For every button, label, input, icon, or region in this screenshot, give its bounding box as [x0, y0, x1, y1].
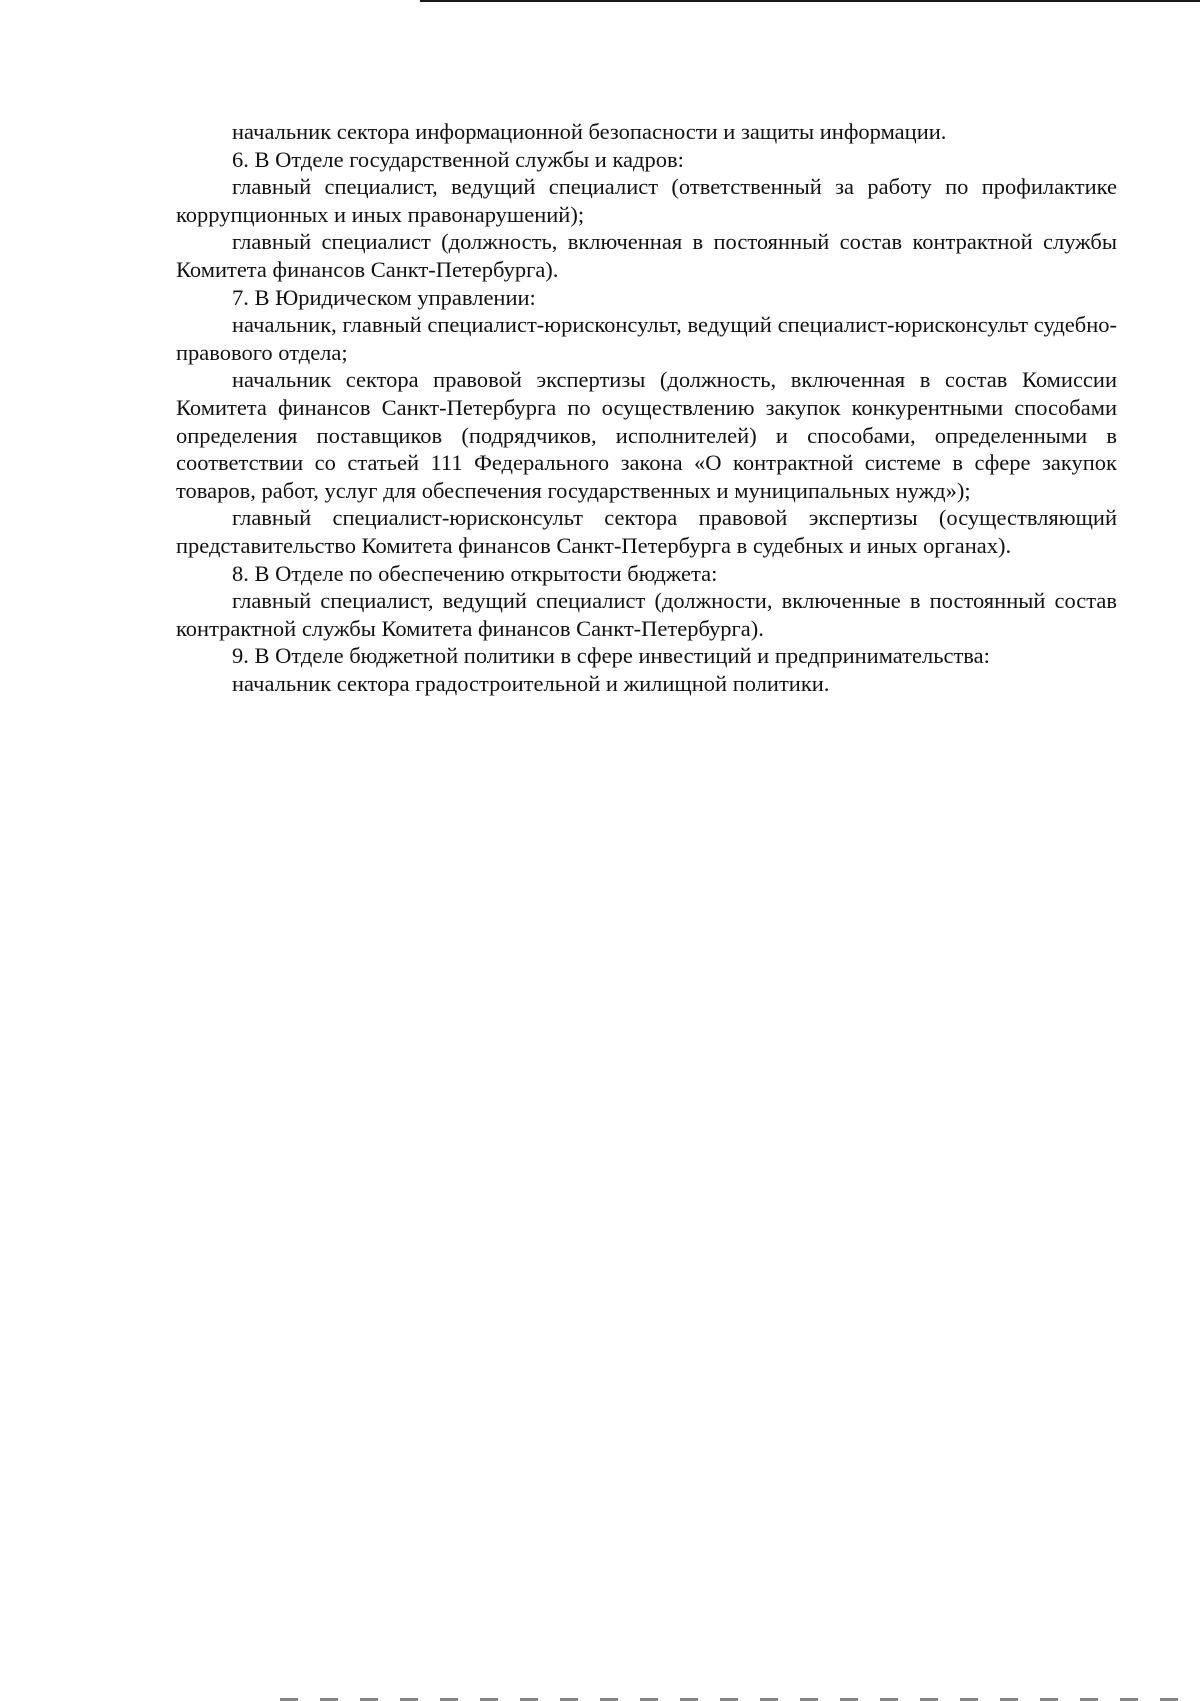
scan-edge-line — [420, 0, 1200, 2]
paragraph-section-7-legal-expertise-specialist: главный специалист-юрисконсульт сектора правовой экспертизы (осуществляющий представительство Комитета финансов Санкт-Петербурга в судебных и иных органах). — [176, 505, 1117, 558]
document-body — [176, 118, 1117, 697]
paragraph-section-6-specialists: главный специалист, ведущий специалист (ответственный за работу по профилактике коррупционных и иных правонарушений); — [176, 174, 1117, 227]
section-8-heading: 8. В Отделе по обеспечению открытости бюджета: — [232, 560, 718, 586]
paragraph-section-8-specialists: главный специалист, ведущий специалист (должности, включенные в постоянный состав контрактной службы Комитета финансов Санкт-Петербурга). — [176, 588, 1117, 641]
section-6-heading: 6. В Отделе государственной службы и кадров: — [232, 146, 684, 172]
paragraph-section-6-contract-service: главный специалист (должность, включенная в постоянный состав контрактной службы Комитета финансов Санкт-Петербурга). — [176, 229, 1117, 282]
paragraph-info-security-head: начальник сектора информационной безопасности и защиты информации. — [232, 119, 947, 144]
paragraph-section-7-legal-expertise-head: начальник сектора правовой экспертизы (должность, включенная в состав Комиссии Комитета финансов Санкт-Петербурга по осуществлению закупок конкурентными способами определения поставщиков (подрядчиков, исполнителей) и способами, определенными в соответствии со статьей 111 Федерального закона «О контрактной системе в сфере закупок товаров, работ, услуг для обеспечения государственных и муниципальных нужд»); — [176, 367, 1117, 503]
section-9-heading: 9. В Отделе бюджетной политики в сфере инвестиций и предпринимательства: — [232, 643, 990, 669]
paragraph-section-7-judicial-department: начальник, главный специалист-юрисконсульт, ведущий специалист-юрисконсульт судебно-правового отдела; — [176, 312, 1117, 365]
paragraph-section-9-urban-housing-head: начальник сектора градостроительной и жилищной политики. — [232, 670, 830, 696]
section-7-heading: 7. В Юридическом управлении: — [232, 284, 536, 310]
